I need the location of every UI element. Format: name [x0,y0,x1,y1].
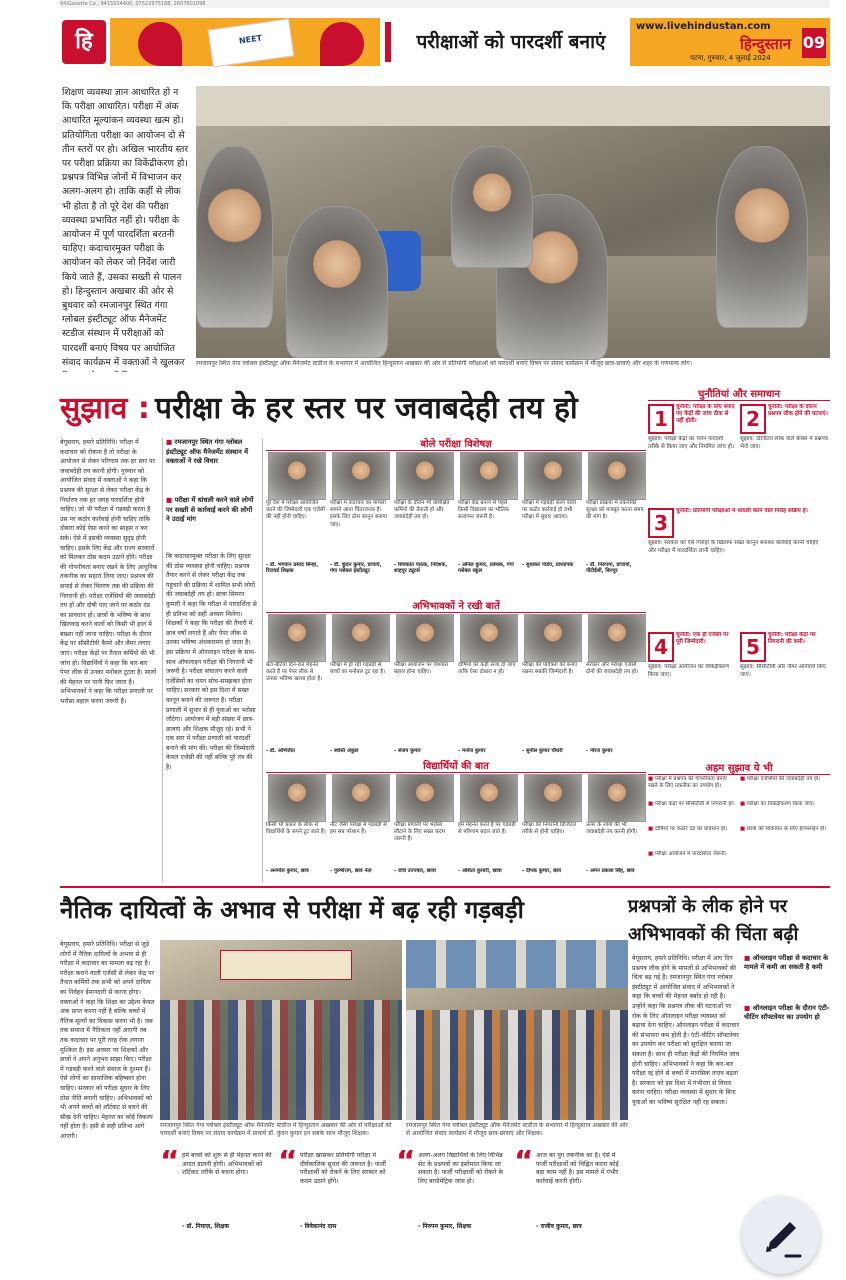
person-photo [460,774,518,822]
person-photo [332,614,390,662]
person-card [266,774,326,880]
solution-text: सुझाव: परीक्षा आयोजन का विकेंद्रीकरण किया जाए। [648,664,730,678]
intro-text: शिक्षण व्यवस्था ज्ञान आधारित हो न कि परीक्षा आधारित। परीक्षा में अंक आधारित मूल्यांकन व्यवस्था खत्म हो। प्रतियोगिता परीक्षा का आयोजन दो से तीन स्तरों पर हो। अखिल भारतीय स्तर पर परीक्षा प्रक्रिया का विकेंद्रीकरण हो। प्रश्नपत्र विभिन्न जोनों में विभाजन कर अलग-अलग हो। ताकि कहीं से लीक भी होता है तो पूरे देश की परीक्षा व्यवस्था प्रभावित नहीं हो। परीक्षा के आयोजन में पूर्ण पारदर्शिता बरतनी चाहिए। कदाचारमुक्त परीक्षा के आयोजन को लेकर जो निर्देश जारी किये जाते हैं, उसका सख्ती से पालन हो। हिन्दुस्तान अखबार की ओर से बुधवार को रमजानपुर स्थित गंगा ग्लोबल इंस्टीट्यूट ऑफ मैनेजमेंट स्टडीज संस्थान में परीक्षाओं को पारदर्शी बनाएं विषय पर आयोजित संवाद कार्यक्रम में वक्ताओं ने खुलकर [62,87,189,368]
person-photo [332,774,390,822]
challenge-number: 3 [648,508,674,538]
head-silhouette-right [320,22,364,66]
person-name: - मनोज कुमार [458,748,486,754]
experts-grid [266,452,646,576]
pen-icon [742,1196,820,1274]
person-right [716,146,808,328]
challenge-number: 2 [740,404,766,434]
person-name: - सुनील कुमार चौधरी [522,748,563,754]
challenge-item [648,404,736,504]
person-quote: हम मेहनत करते हैं पर गड़बड़ी से परिणाम बदल जाते हैं। [458,822,516,836]
person-card [330,774,390,880]
person-card [458,614,518,760]
headline-3: प्रश्नपत्रों के लीक होने पर अभिभावकों की चिंता बढ़ी [628,896,799,945]
person-name: - स्वस्ति अंकुल [330,748,359,754]
person-photo [332,452,390,500]
headline-1-prefix: सुझाव : [60,391,150,426]
person-photo [460,614,518,662]
quote-author: - डॉ. नियाज़, शिक्षक [182,1223,229,1230]
panel-students-title: विद्यार्थियों की बात [266,758,646,773]
suggestion-bullet: ■ [740,776,747,782]
person-quote: परीक्षा की पवित्रता को बनाए रखना सबकी जिम्मेदारी है। [522,662,578,676]
sec3-bullet-1: ■ ऑनलाइन परीक्षा से कदाचार के मामले में कमी आ सकती है कमी [744,954,829,971]
header-illustration [110,18,380,66]
challenge-item [648,508,828,628]
page-header [60,18,830,68]
person-quote: दोषियों को कड़ी सजा दी जाए ताकि ऐसा दोबारा न हो। [458,662,516,676]
quote-author: - राजीव कुमार, छात्र [536,1223,582,1230]
person-card [586,614,646,760]
suggestion-text: परीक्षा आयोजन में पारदर्शिता जरूरी। [654,851,727,857]
place-date: पटना, गुरुवार, 4 जुलाई 2024 [690,54,771,62]
person-photo [268,774,326,822]
suggestion-bullet: ■ [648,826,655,832]
person-photo [396,452,454,500]
person-photo [396,614,454,662]
quote-mark-icon: “ [160,1150,180,1179]
quote-mark-icon: “ [514,1150,534,1179]
person-card [394,452,454,574]
person-photo [524,614,582,662]
person-card [522,774,582,880]
sec2-text: बेगूसराय, हमारे प्रतिनिधि। परीक्षा से जुड़े लोगों में नैतिक दायित्वों के अभाव से ही परीक्षा में कदाचार का मामला बढ़ रहा है। परीक्षा कराने वाली एजेंसी से लेकर केंद्र पर तैनात कर्मियों तक सभी को अपने दायित्व का निर्वहन ईमानदारी से करना होगा। वक्ताओं ने कहा कि शिक्षा का उद्देश्य केवल अंक प्राप्त करना नहीं है बल्कि बच्चों में नैतिक मूल्यों का विकास करना भी है। जब तक समाज में नैतिकता नहीं आएगी तब तक कदाचार पर पूरी तरह रोक लगाना मुश्किल है। इस अवसर पर शिक्षकों और छात्रों ने अपने अनुभव साझा किए। परीक्षा में गड़बड़ी करने वाले समाज के दुश्मन हैं। ऐसे लोगों का सामाजिक बहिष्कार होना चाहिए। सरकार को परीक्षा सुधार के लिए ठोस नीति बनानी चाहिए। अभिभावकों को भी अपने बच्चों को शॉर्टकट से बचने की सीख देनी चाहिए। मेहनत का कोई विकल्प नहीं होता है। इसी से सही प्रतिभा आगे आएगी। [60,941,155,1140]
person-card [266,452,326,574]
person-quote: परीक्षा आयोजन पर विश्वास बहाल होना चाहिए। [394,662,449,676]
headline-1-text: परीक्षा के हर स्तर पर जवाबदेही तय हो [154,391,578,426]
students-grid [266,774,646,882]
key-suggestions-panel [648,760,830,880]
group-caption-1: रमजानपुर स्थित गंगा ग्लोबल इंस्टीट्यूट ऑफ मैनेजमेंट स्टडीज में हिन्दुस्तान अखबार की ओर से परीक्षाओं को पारदर्शी बनाएं विषय पर संवाद कार्यक्रम में प्राचार्य डॉ. कुंदन कुमार इन सबके साथ मौजूद शिक्षक। [160,1122,392,1137]
person-middle [451,146,533,268]
suggestion-bullet: ■ [648,851,655,857]
challenge-text: चुनौती: एक ही एजेंसी पर पूरी जिम्मेदारी। [676,632,729,646]
suggestion-item [740,826,828,850]
person-card [330,452,390,574]
person-name: - अमन प्रकाश सिंह, छात्र [586,868,635,874]
quote-text: आज का युग तकनीक का है। ऐसे में फर्जी परीक्षार्थी को चिह्नित करना कोई बड़ा काम नहीं है। इस मामले में गंभीर कार्रवाई करनी होगी। [536,1152,619,1185]
person-name: - डॉ. कुंदन कुमार, प्राचार्य, गंगा ग्लोबल इंस्टीट्यूट [330,562,382,574]
person-photo [396,774,454,822]
person-card [330,614,390,760]
suggestion-text: छात्रों की शिकायत के लिए हेल्पलाइन हो। [746,826,827,832]
challenge-number: 5 [740,632,766,662]
person-name: - संजय कुमार [394,748,421,754]
solution-text: सुझाव: सीसीटीवी और जैमर अनिवार्य किए जाएं। [740,664,826,678]
group-photo-1-banner [220,950,352,980]
person-quote: सरकार और परीक्षा एजेंसी दोनों की जवाबदेही तय हो। [586,662,639,676]
masthead-right [630,18,830,66]
group-photo-1-people [160,1000,402,1120]
quote-box [514,1150,628,1242]
group-photo-1 [160,940,402,1120]
neet-paper: NEET [208,18,294,67]
person-photo [460,452,518,500]
challenges-list [648,404,830,760]
person-card [586,774,646,880]
suggestion-text: दोषियों पर कठोर दंड का प्रावधान हो। [654,826,728,832]
quote-text: अलग-अलग विद्यार्थियों के लिए विभिन्न सेट के प्रश्नपत्रों का इस्तेमाल किया जा सकता है। फर्जी परीक्षार्थी को रोकने के लिए बायोमेट्रिक जांच हो। [418,1152,504,1185]
headline-1 [60,386,620,430]
person-quote: परीक्षा के दौरान भी प्रशिक्षित कर्मियों की तैनाती हो और जवाबदेही तय हो। [394,500,450,521]
quote-mark-icon: “ [396,1150,416,1179]
person-photo [524,774,582,822]
quote-box [278,1150,392,1242]
sec3-text: बेगूसराय, हमारे प्रतिनिधि। परीक्षा में आए दिन प्रश्नपत्र लीक होने के मामलों से अभिभावकों की चिंता बढ़ गई है। रमजानपुर स्थित गंगा ग्लोबल इंस्टीट्यूट में आयोजित संवाद में अभिभावकों ने कहा कि बच्चों की मेहनत बर्बाद हो रही है। उन्होंने कहा कि प्रश्नपत्र लीक की घटनाओं पर रोक के लिए ऑनलाइन परीक्षा व्यवस्था को बढ़ावा देना चाहिए। ऑनलाइन परीक्षा में कदाचार की संभावना कम होती है। एंटी-चीटिंग सॉफ्टवेयर का उपयोग कर परीक्षा को सुरक्षित बनाया जा सकता है। साथ ही परीक्षा केंद्रों की नियमित जांच होनी चाहिए। अभिभावकों ने कहा कि बार-बार परीक्षा रद्द होने से बच्चों में मानसिक तनाव बढ़ता है। सरकार को इस दिशा में गंभीरता से विचार करना चाहिए। परीक्षा व्यवस्था में सुधार के बिना युवाओं का भविष्य सुरक्षित नहीं रह सकता। [632,955,740,1106]
challenges-title: चुनौतियां और समाधान [648,386,830,401]
hero-photo [196,86,830,358]
challenge-number: 4 [648,632,674,662]
person-quote: परीक्षा में हो रही गड़बड़ी से बच्चों का मनोबल टूट रहा है। [330,662,386,676]
person-card [458,774,518,880]
sec3-bullets [744,954,830,1054]
person-name: - अनमोल कुमार, छात्र [266,868,309,874]
person-card [394,774,454,880]
top-strip: 94/Gazette Co., 9415034400, 07522975188, 2607601098 [60,0,830,8]
person-photo [268,452,326,500]
person-quote: परीक्षा की निगरानी डिजिटल तरीके से होनी चाहिए। [522,822,577,836]
person-quote: परीक्षा प्रक्रिया में तकनीकी सुरक्षा को मजबूत करना समय की मांग है। [586,500,644,521]
person-card [458,452,518,574]
solution-text: सुझाव: परीक्षा केंद्रों का चयन पारदर्शी तरीके से किया जाए और नियमित जांच हो। [648,436,735,450]
person-name: - डॉ. निरुपमा, प्राचार्या, पीटीईसी, बिनपुर [586,562,632,574]
banner-title: परीक्षाओं को पारदर्शी बनाएं [416,31,606,53]
sec3-bullet-1-text: ऑनलाइन परीक्षा से कदाचार के मामले में कमी आ सकती है कमी [744,954,829,971]
banner-title-box [385,22,631,62]
challenges-panel [648,386,830,760]
suggestion-bullet: ■ [740,801,747,807]
person-quote: ऊपर के लोगों की भी जवाबदेही तय करनी होगी। [586,822,638,836]
suggestion-text: परीक्षा में प्रश्नपत्र की गोपनीयता बनाए रखने के लिए तकनीक का उपयोग हो। [648,776,727,789]
person-name: - डॉ. भगवान प्रसाद सिन्हा, रिटायर्ड शिक्षक [266,562,319,574]
panel-experts [266,436,646,576]
quote-text: परीक्षा खासकर प्रतियोगी परीक्षा में दीर्घकालिक सुधार की जरूरत है। फर्जी परीक्षार्थी को रोकने के लिए सरकार को कदम उठाने होंगे। [300,1152,386,1185]
person-quote: परीक्षा में कदाचार का मामला सामने आना चिंताजनक है। इसके लिए ठोस कानून बनाया जाए। [330,500,387,528]
suggestion-text: परीक्षा एजेंसियों की जवाबदेही तय हो। [746,776,821,782]
person-name: - अंशिता कुमारी, छात्रा [458,868,502,874]
person-name: - अनिल कुमार, प्रबंधक, गंगा ग्लोबल स्कूल [458,562,514,574]
suggestion-item [648,851,736,875]
suggestion-item [648,776,736,800]
website: www.livehindustan.com [636,21,771,32]
page-number: 09 [802,28,826,58]
hero-caption: रमजानपुर स्थित गंगा ग्लोबल इंस्टीट्यूट ऑफ मैनेजमेंट स्टडीज के सभागार में आयोजित हिन्दुस्तान अखबार की ओर से प्रतियोगी परीक्षाओं को पारदर्शी बनाएं विषय पर संवाद कार्यक्रम में मौजूद छात्र-छात्राएं और शहर के गणमान्य लोग। [196,360,693,367]
challenge-text: चुनौती: परीक्षा के दौरान प्रश्नपत्र लीक होने की घटनाएं। [768,404,828,418]
bullet-2: ■ परीक्षा में धांधली करने वाले लोगों पर सख्ती से कार्रवाई करने की लोगों ने उठाई मांग [166,496,254,523]
suggestion-bullet: ■ [648,776,655,782]
person-photo [268,614,326,662]
challenge-item [740,632,828,760]
person-card [586,452,646,574]
suggestion-item [740,801,828,825]
col-rule-2 [262,438,263,882]
person-quote: बेटा-बेटियां दिन-रात मेहनत करते हैं पर पेपर लीक से उनका भविष्य खराब होता है। [266,662,323,683]
person-name: - नीरज कुमार [586,748,613,754]
paper-name: हिन्दुस्तान [740,35,792,53]
parents-grid [266,614,646,764]
challenge-item [740,404,828,504]
person-name: - शिवकांत पाठक, निदेशक, शाहपुर ट्यूटर्स [394,562,448,574]
person-quote: पूरे देश में परीक्षा आयोजित करने की जिम्मेदारी एक एजेंसी की नहीं होनी चाहिए। [266,500,325,521]
suggestion-bullet: ■ [740,826,747,832]
col-rule-1 [162,438,163,882]
person-photo [588,614,646,662]
suggestion-item [740,776,828,800]
panel-parents-title: अभिभावकों ने रखी बातें [266,598,646,613]
group-photo-2-windows [406,940,628,988]
challenge-text: चुनौती: प्रतियोगी परीक्षाओं में धांधली करने वाले गिरोह सक्रिय हैं। [676,508,808,514]
bullet-1: ■ रमजानपुर स्थित गंगा ग्लोबल इंस्टीट्यूट ऑफ मैनेजमेंट संस्थान में वक्ताओं ने रखे विचार [166,438,249,465]
panel-parents [266,598,646,766]
col2-bullets [166,438,258,546]
person-card [522,452,582,574]
headline-2: नैतिक दायित्वों के अभाव से परीक्षा में बढ़ रही गड़बड़ी [60,896,524,924]
hero-wall [196,86,830,126]
person-quote: नीट जैसी परीक्षा में गड़बड़ी से हम सब परेशान हैं। [330,822,387,836]
section-divider [60,886,830,888]
person-photo [524,452,582,500]
edit-button[interactable] [742,1196,820,1274]
suggestion-bullet: ■ [648,801,655,807]
group-photo-2-people [406,1010,628,1120]
bullet-2-text: परीक्षा में धांधली करने वाले लोगों पर सख्ती से कार्रवाई करने की लोगों ने उठाई मांग [166,496,254,523]
quote-author: - निरुपम कुमार, शिक्षक [418,1223,472,1230]
quote-text: हमें बच्चों को शुरू से ही मेहनत करने की आदत डालनी होगी। अभिभावकों को शॉर्टकट तरीके से बचना होगा। [182,1152,272,1177]
col1-text: बेगूसराय, हमारे प्रतिनिधि। परीक्षा में कदाचार को रोकना है तो परीक्षा के आयोजन से लेकर परिणाम तक हर स्तर पर जवाबदेही तय करनी होगी। गुरुवार को आयोजित संवाद में वक्ताओं ने कहा कि प्रश्नपत्र की सुरक्षा से लेकर परीक्षा केंद्र के निर्धारण तक हर जगह पारदर्शिता होनी चाहिए। जो भी परीक्षा में गड़बड़ी करता है उस पर कठोर कार्रवाई होनी चाहिए ताकि दोबारा कोई ऐसा करने का साहस न कर सके। ऐसे में इसकी व्यवस्था सुदृढ़ होनी चाहिए। इसके लिए केंद्र और राज्य सरकारों को मिलकर ठोस कदम उठाने होंगे। परीक्षा की गोपनीयता बनाए रखने के लिए आधुनिक तकनीक का सहारा लिया जाए। प्रश्नपत्र की छपाई से लेकर वितरण तक की प्रक्रिया की निगरानी हो। परीक्षा एजेंसियों की जवाबदेही तय हो और दोषी पाए जाने पर कठोर दंड का प्रावधान हो। छात्रों के भविष्य के साथ खिलवाड़ करने वालों को किसी भी हाल में बख्शा नहीं जाना चाहिए। परीक्षा के दौरान केंद्र पर सीसीटीवी कैमरे और जैमर लगाए जाएं। परीक्षा केंद्रों पर तैनात कर्मियों की भी जांच हो। विद्यार्थियों ने कहा कि बार-बार पेपर लीक से उनका मनोबल टूटता है। सालों की मेहनत पर पानी फिर जाता है। अभिभावकों ने कहा कि परीक्षा प्रणाली पर भरोसा बहाल करना जरूरी है। [60,439,158,706]
person-name: - पुरुषोत्तम, छात्र नेता [330,868,372,874]
person-name: - राधि उज्ज्वल, छात्रा [394,868,436,874]
quote-box [396,1150,510,1242]
person-card [522,614,582,760]
bottom-quotes [160,1150,628,1242]
key-suggestions-title: अहम सुझाव ये भी [648,760,830,775]
sec3-bullet-2: ■ ऑनलाइन परीक्षा के दौरान एंटी-चीटिंग सॉफ्टवेयर का उपयोग हो [744,1004,830,1021]
person-quote: किसी भी प्रकार के लीक से विद्यार्थियों के सपने टूट जाते हैं। [266,822,326,836]
suggestion-item [648,826,736,850]
person-left [196,146,273,328]
person-quote: परीक्षा केंद्र बनाने से पहले किसी विद्यालय का भौतिक सत्यापन जरूरी है। [458,500,510,521]
bullet-1-text: रमजानपुर स्थित गंगा ग्लोबल इंस्टीट्यूट ऑफ मैनेजमेंट संस्थान में वक्ताओं ने रखे विचार [166,438,249,465]
suggestion-text: परीक्षा का विकेंद्रीकरण किया जाए। [746,801,815,807]
suggestion-item [648,801,736,825]
quote-mark-icon: “ [278,1150,298,1179]
suggestion-text: परीक्षा केंद्रों पर सीसीटीवी से निगरानी हो। [654,801,735,807]
col2-text: कि कदाचारमुक्त परीक्षा के लिए सुरक्षा की ठोस व्यवस्था होनी चाहिए। प्रश्नपत्र तैयार करने से लेकर परीक्षा केंद्र तक पहुंचाने की प्रक्रिया में शामिल सभी लोगों की जवाबदेही तय हो। छात्रा सिमरन कुमारी ने कहा कि परीक्षा में पारदर्शिता से ही प्रतिभा को सही अवसर मिलेगा। शिक्षकों ने कहा कि परीक्षा की तैयारी में छात्र वर्षों लगाते हैं और पेपर लीक से उनका भविष्य अंधकारमय हो जाता है। इस प्रक्रिया में ऑनलाइन परीक्षा के साथ-साथ ऑफलाइन परीक्षा की निगरानी भी जरूरी है। परीक्षा संचालन करने वाली एजेंसियों का चयन सोच-समझकर होना चाहिए। सरकार को इस दिशा में सख्त कानून बनाने की जरूरत है। परीक्षा प्रणाली में सुधार से ही युवाओं का भरोसा लौटेगा। आयोजन में बड़ी संख्या में छात्र-छात्राएं और शिक्षक मौजूद रहे। सभी ने एक स्वर में परीक्षा प्रणाली को पारदर्शी बनाने की मांग की। परीक्षा की जिम्मेदारी केवल एजेंसी की नहीं बल्कि पूरे तंत्र की है। [166,553,257,772]
person-card [266,614,326,760]
sec3-bullet-2-text: ऑनलाइन परीक्षा के दौरान एंटी-चीटिंग सॉफ्टवेयर का उपयोग हो [744,1004,830,1021]
solution-text: सुझाव: सरकार को ऐसे गिरोहों के खिलाफ सख्त कानून बनाकर कार्रवाई करनी चाहिए और परीक्षा में पारदर्शिता लानी चाहिए। [648,540,819,554]
challenge-text: चुनौती: परीक्षा के लिए बनाए गए केंद्रों की जांच ठीक से नहीं होती। [676,404,735,425]
panel-students [266,758,646,882]
person-name: - सुधाकर पांडेय, प्राध्यापक [522,562,574,568]
suggestions-list [648,776,830,880]
person-quote: परीक्षा में गड़बड़ी करने वालों पर कठोर कार्रवाई हो तभी परीक्षा में सुधार आएगा। [522,500,577,521]
group-photo-2 [406,940,628,1120]
challenge-item [648,632,736,760]
solution-text: सुझाव: डिजिटल लॉक वाले बॉक्स में प्रश्नपत्र भेजे जाएं। [740,436,828,450]
panel-experts-title: बोले परीक्षा विशेषज्ञ [266,436,646,451]
person-photo [588,774,646,822]
person-photo [588,452,646,500]
person-name: - दीपक कुमार, छात्र [522,868,561,874]
quote-author: - विवेकानंद दास [300,1223,337,1230]
challenge-text: चुनौती: परीक्षा केंद्रों पर निगरानी की कमी। [768,632,816,646]
head-silhouette-left [138,22,182,66]
person-quote: परीक्षा प्रणाली पर भरोसा लौटाने के लिए सख्त कदम जरूरी हैं। [394,822,446,843]
person-name: - डॉ. अभिजीत [266,748,295,754]
group-caption-2: रमजानपुर स्थित गंगा ग्लोबल इंस्टीट्यूट ऑफ मैनेजमेंट स्टडीज के सभागार में हिन्दुस्तान अखबार की ओर से आयोजित संवाद कार्यक्रम में मौजूद छात्र-छात्राएं और शिक्षक। [406,1122,628,1137]
hindustan-logo: हि [62,20,106,64]
challenge-number: 1 [648,404,674,434]
person-card [394,614,454,760]
quote-box [160,1150,274,1242]
person-front-left [286,206,388,358]
